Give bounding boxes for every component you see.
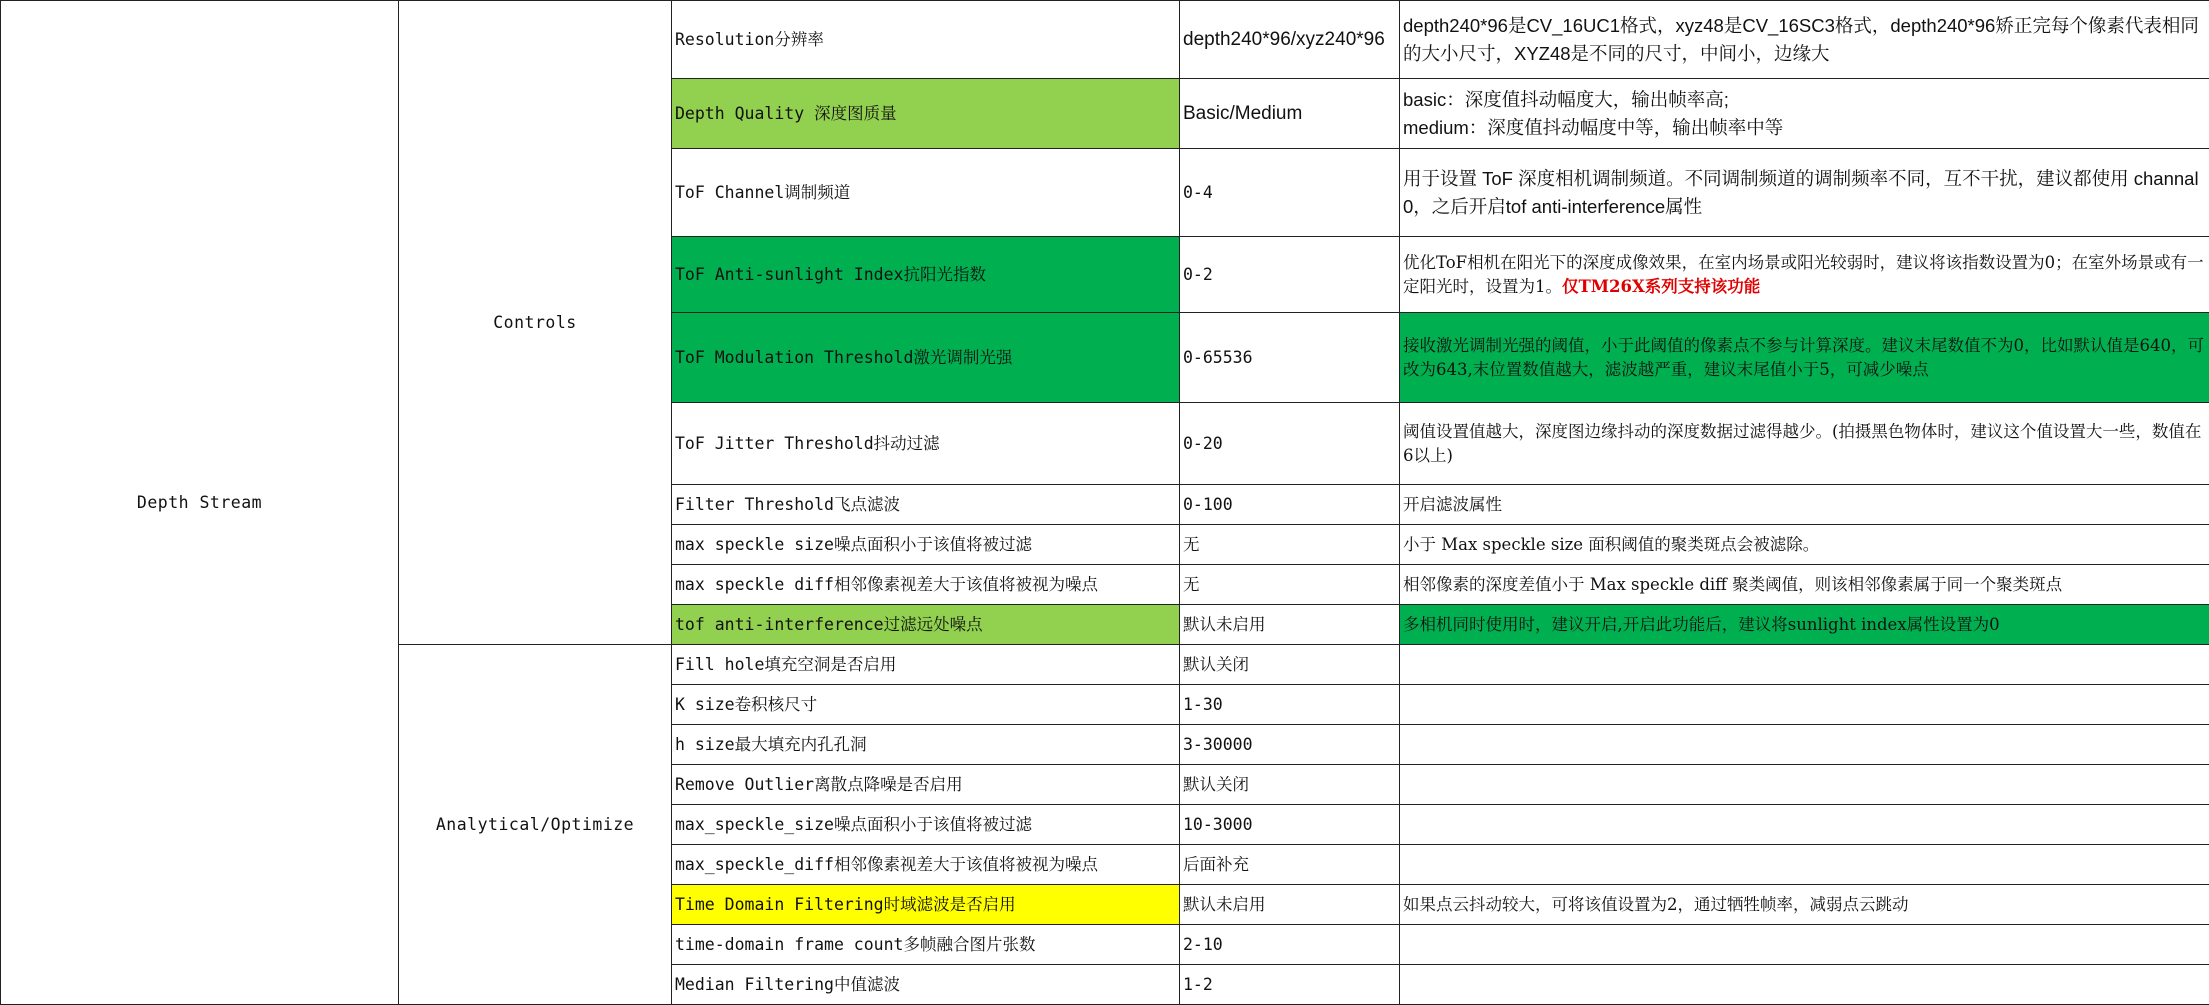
- param-range: 2-10: [1180, 925, 1400, 965]
- description-line: basic：深度值抖动幅度大，输出帧率高;: [1403, 86, 2206, 114]
- param-name: h size最大填充内孔孔洞: [672, 725, 1180, 765]
- param-description: depth240*96是CV_16UC1格式，xyz48是CV_16SC3格式，depth240*96矫正完每个像素代表相同的大小尺寸，XYZ48是不同的尺寸，中间小，边缘大: [1400, 1, 2209, 79]
- param-name: Filter Threshold飞点滤波: [672, 485, 1180, 525]
- section-label-analytical-optimize: Analytical/Optimize: [399, 645, 672, 1005]
- table-row: [1, 1, 2209, 79]
- param-range: 0-100: [1180, 485, 1400, 525]
- param-description: 小于 Max speckle size 面积阈值的聚类斑点会被滤除。: [1400, 525, 2209, 565]
- param-description: [1400, 925, 2209, 965]
- param-name: ToF Anti-sunlight Index抗阳光指数: [672, 237, 1180, 313]
- param-range: 0-2: [1180, 237, 1400, 313]
- param-range: 10-3000: [1180, 805, 1400, 845]
- param-range: 1-30: [1180, 685, 1400, 725]
- param-name: Remove Outlier离散点降噪是否启用: [672, 765, 1180, 805]
- description-text: 优化ToF相机在阳光下的深度成像效果，在室内场景或阳光较弱时，建议将该指数设置为0；在室外场景或有一定阳光时，设置为1。: [1403, 253, 2204, 296]
- param-name: Fill hole填充空洞是否启用: [672, 645, 1180, 685]
- param-name: ToF Jitter Threshold抖动过滤: [672, 403, 1180, 485]
- param-name: max speckle size噪点面积小于该值将被过滤: [672, 525, 1180, 565]
- param-range: depth240*96/xyz240*96: [1180, 1, 1400, 79]
- param-description: 接收激光调制光强的阈值，小于此阈值的像素点不参与计算深度。建议末尾数值不为0，比如默认值是640，可改为643,末位置数值越大，滤波越严重，建议末尾值小于5，可减少噪点: [1400, 313, 2209, 403]
- param-name: max speckle diff相邻像素视差大于该值将被视为噪点: [672, 565, 1180, 605]
- param-range: 1-2: [1180, 965, 1400, 1005]
- support-warning: 仅TM26X系列支持该功能: [1562, 277, 1760, 296]
- param-range: 0-4: [1180, 149, 1400, 237]
- param-name: ToF Modulation Threshold激光调制光强: [672, 313, 1180, 403]
- param-description: 如果点云抖动较大，可将该值设置为2，通过牺牲帧率，减弱点云跳动: [1400, 885, 2209, 925]
- param-range: 默认关闭: [1180, 645, 1400, 685]
- param-name: Resolution分辨率: [672, 1, 1180, 79]
- param-description: [1400, 725, 2209, 765]
- param-range: 0-20: [1180, 403, 1400, 485]
- param-range: 3-30000: [1180, 725, 1400, 765]
- param-description: 多相机同时使用时，建议开启,开启此功能后，建议将sunlight index属性设置为0: [1400, 605, 2209, 645]
- param-description: 用于设置 ToF 深度相机调制频道。不同调制频道的调制频率不同，互不干扰，建议都使用 channal 0，之后开启tof anti-interference属性: [1400, 149, 2209, 237]
- param-description: [1400, 79, 2209, 149]
- param-range: 无: [1180, 525, 1400, 565]
- param-name: max_speckle_diff相邻像素视差大于该值将被视为噪点: [672, 845, 1180, 885]
- group-label-depth-stream: Depth Stream: [1, 1, 399, 1005]
- param-description: [1400, 765, 2209, 805]
- param-name: Median Filtering中值滤波: [672, 965, 1180, 1005]
- param-range: 默认未启用: [1180, 605, 1400, 645]
- param-description: 开启滤波属性: [1400, 485, 2209, 525]
- param-description: [1400, 965, 2209, 1005]
- param-description: [1400, 805, 2209, 845]
- param-range: Basic/Medium: [1180, 79, 1400, 149]
- param-description: [1400, 237, 2209, 313]
- param-range: 0-65536: [1180, 313, 1400, 403]
- param-name: Time Domain Filtering时域滤波是否启用: [672, 885, 1180, 925]
- param-name: K size卷积核尺寸: [672, 685, 1180, 725]
- param-description: [1400, 845, 2209, 885]
- section-label-controls: Controls: [399, 1, 672, 645]
- param-description: [1400, 645, 2209, 685]
- param-description: 相邻像素的深度差值小于 Max speckle diff 聚类阈值，则该相邻像素属于同一个聚类斑点: [1400, 565, 2209, 605]
- param-name: ToF Channel调制频道: [672, 149, 1180, 237]
- param-name: Depth Quality 深度图质量: [672, 79, 1180, 149]
- param-range: 默认关闭: [1180, 765, 1400, 805]
- param-name: tof anti-interference过滤远处噪点: [672, 605, 1180, 645]
- param-description: 阈值设置值越大，深度图边缘抖动的深度数据过滤得越少。(拍摄黑色物体时，建议这个值设置大一些，数值在6以上): [1400, 403, 2209, 485]
- param-name: max_speckle_size噪点面积小于该值将被过滤: [672, 805, 1180, 845]
- param-range: 默认未启用: [1180, 885, 1400, 925]
- description-line: medium：深度值抖动幅度中等，输出帧率中等: [1403, 114, 2206, 142]
- param-name: time-domain frame count多帧融合图片张数: [672, 925, 1180, 965]
- param-range: 无: [1180, 565, 1400, 605]
- param-range: 后面补充: [1180, 845, 1400, 885]
- param-description: [1400, 685, 2209, 725]
